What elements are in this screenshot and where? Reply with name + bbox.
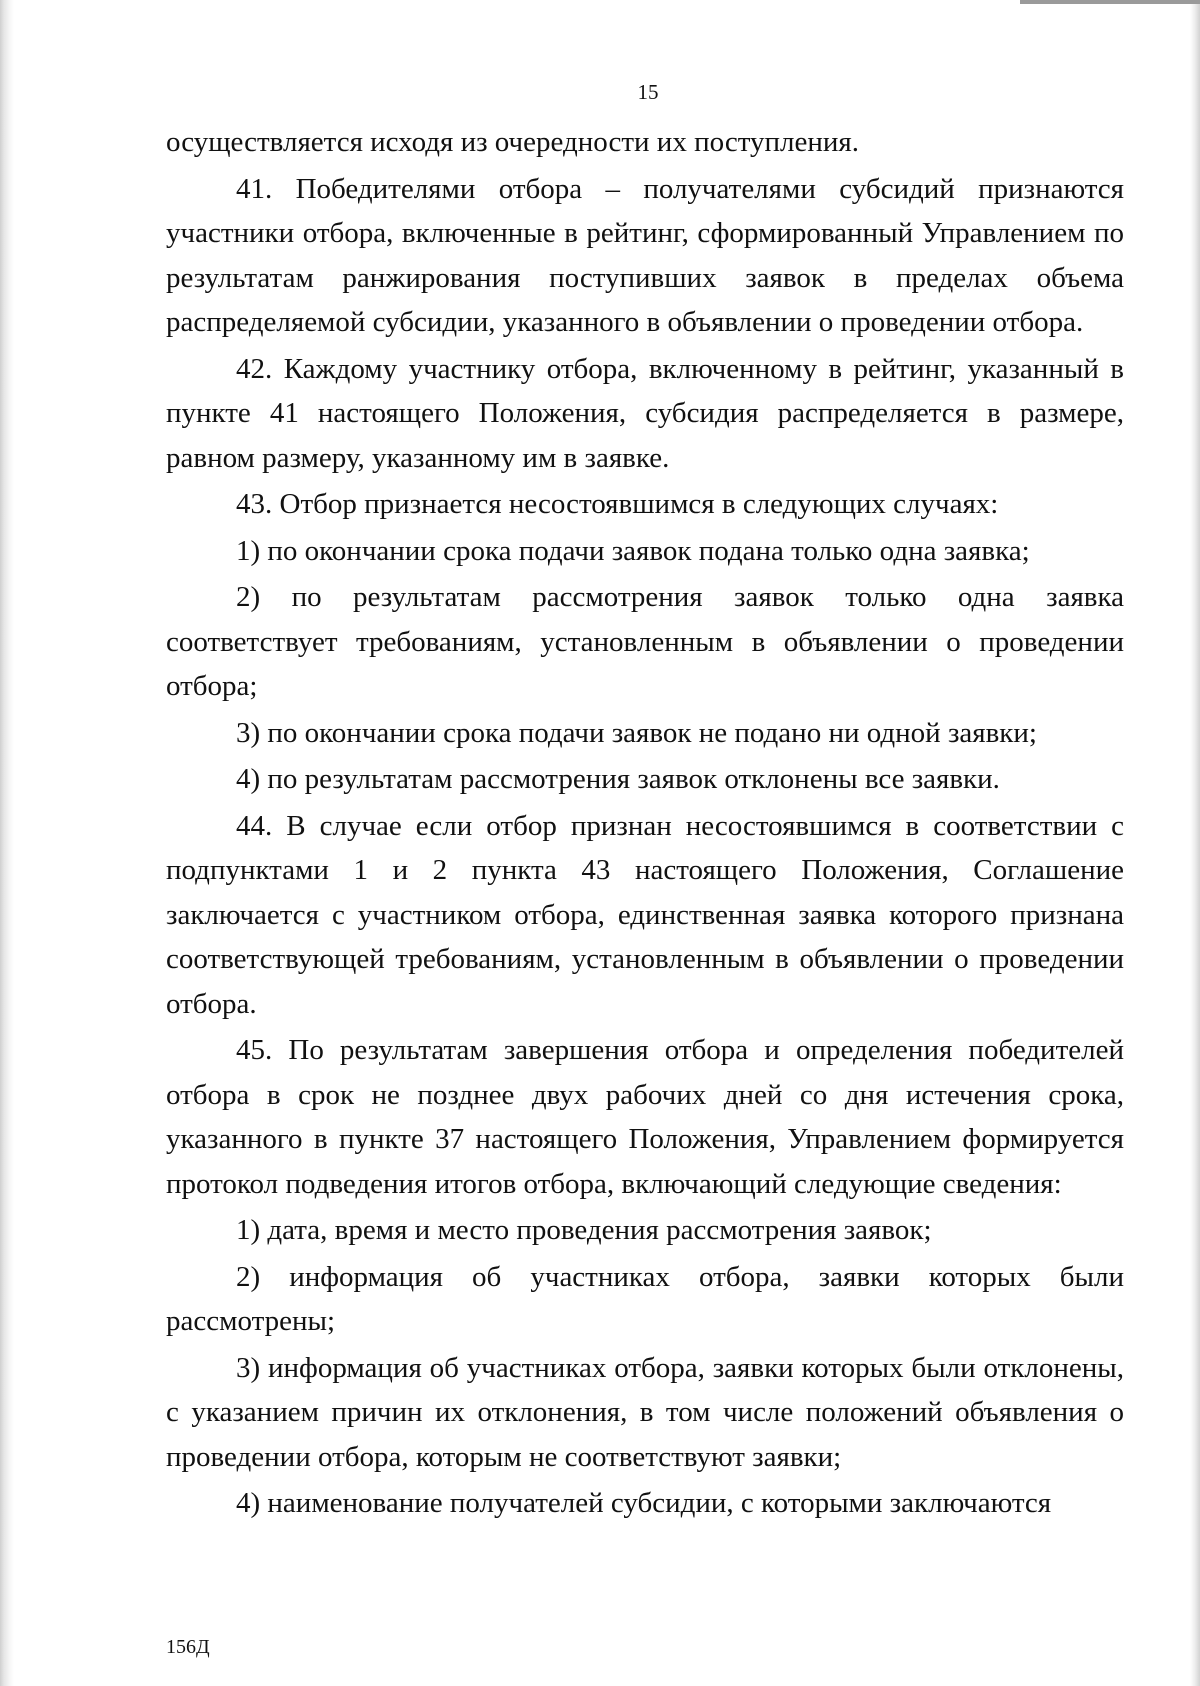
- page-number: 15: [637, 80, 659, 104]
- paragraph-45-item-4: 4) наименование получателей субсидии, с которыми заключаются: [236, 1487, 1052, 1519]
- scan-edge-top: [1020, 0, 1200, 4]
- paragraph-45: 45. По результатам завершения отбора и определения победителей отбора в срок не позднее двух рабочих дней со дня истечения срока, указанного в пункте 37 настоящего Положения, Управлением формируется протокол подведения итогов отбора, включающий следующие сведения:: [166, 1034, 1124, 1200]
- paragraph-42: 42. Каждому участнику отбора, включенному в рейтинг, указанный в пункте 41 настоящего Положения, субсидия распределяется в размере, равном размеру, указанному им в заявке.: [166, 352, 1124, 474]
- paragraph-44: 44. В случае если отбор признан несостоявшимся в соответствии с подпунктами 1 и 2 пункта 43 настоящего Положения, Соглашение заключается с участником отбора, единственная заявка которого признана соответствующей требованиям, установленным в объявлении о проведении отбора.: [166, 809, 1124, 1020]
- footer-document-code: 156Д: [166, 1636, 210, 1658]
- paragraph-43-item-3: 3) по окончании срока подачи заявок не подано ни одной заявки;: [236, 716, 1037, 749]
- paragraph-41: 41. Победителями отбора – получателями субсидий признаются участники отбора, включенные в рейтинг, сформированный Управлением по результатам ранжирования поступивших заявок в пределах объема распределяемой субсидии, указанного в объявлении о проведении отбора.: [166, 172, 1124, 338]
- paragraph-43-item-4: 4) по результатам рассмотрения заявок отклонены все заявки.: [236, 763, 1000, 795]
- paragraph-43-item-2: 2) по результатам рассмотрения заявок только одна заявка соответствует требованиям, установленным в объявлении о проведении отбора;: [166, 581, 1124, 702]
- scan-edge-left: [0, 0, 14, 1686]
- paragraph-continuation: осуществляется исходя из очередности их поступления.: [166, 126, 859, 158]
- paragraph-45-item-3: 3) информация об участниках отбора, заявки которых были отклонены, с указанием причин их отклонения, в том числе положений объявления о проведении отбора, которым не соответствуют заявки;: [166, 1351, 1124, 1473]
- document-body: [166, 120, 1124, 1528]
- paragraph-43: 43. Отбор признается несостоявшимся в следующих случаях:: [236, 488, 999, 520]
- paragraph-45-item-1: 1) дата, время и место проведения рассмотрения заявок;: [236, 1214, 932, 1246]
- scan-edge-right: [1190, 0, 1200, 1686]
- paragraph-43-item-1: 1) по окончании срока подачи заявок подана только одна заявка;: [236, 534, 1030, 567]
- paragraph-45-item-2: 2) информация об участниках отбора, заявки которых были рассмотрены;: [166, 1260, 1124, 1337]
